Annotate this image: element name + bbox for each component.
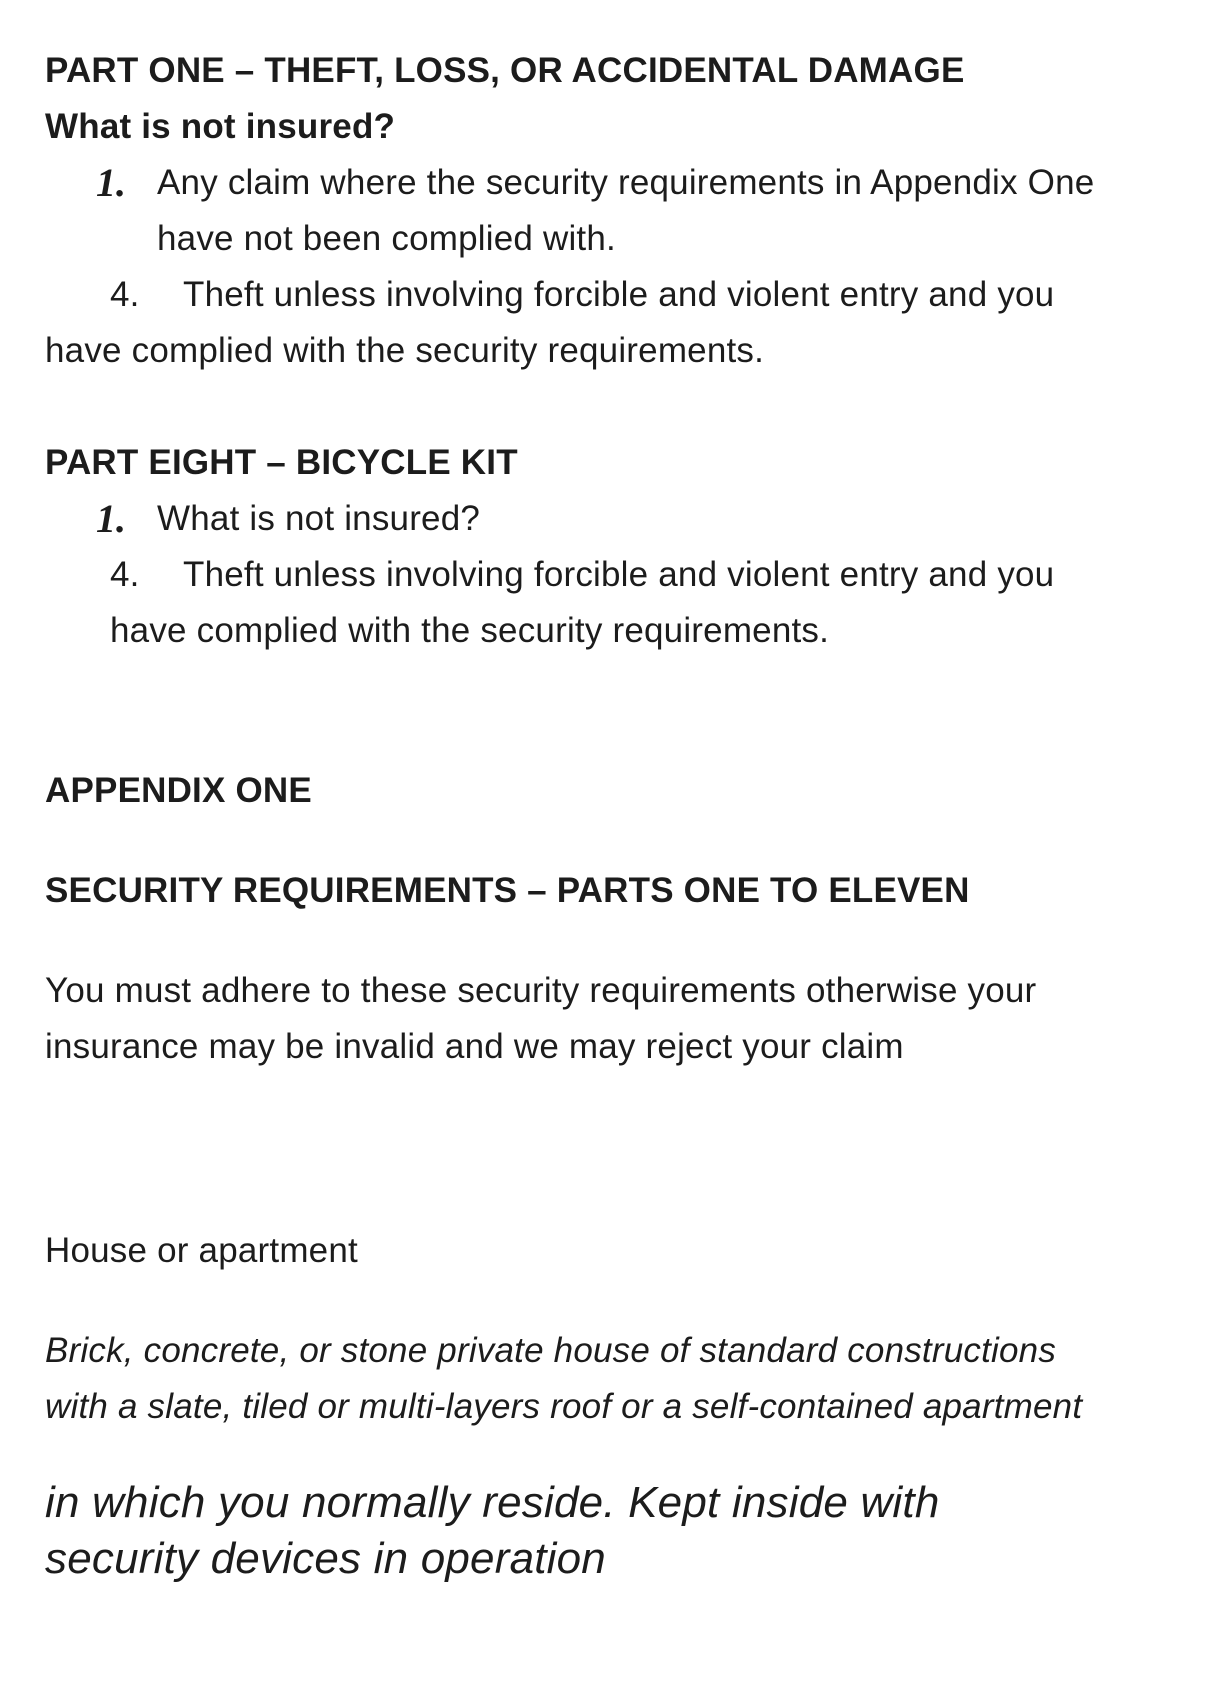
appendix-heading: APPENDIX ONE bbox=[45, 771, 312, 810]
part-eight-item1-text: What is not insured? bbox=[157, 499, 481, 538]
part-eight-item4-line1: Theft unless involving forcible and violent entry and you bbox=[183, 555, 1055, 594]
appendix-desc-line3: in which you normally reside. Kept inside with bbox=[45, 1478, 940, 1527]
part-one-item4-line1: Theft unless involving forcible and violent entry and you bbox=[183, 275, 1055, 314]
part-eight-item4-number: 4. bbox=[110, 555, 140, 594]
part-eight-item1-number: 1. bbox=[96, 496, 126, 541]
part-one-item1-number: 1. bbox=[96, 160, 126, 205]
appendix-intro-line1: You must adhere to these security requirements otherwise your bbox=[45, 971, 1037, 1010]
part-one-item1-line2: have not been complied with. bbox=[157, 219, 616, 258]
appendix-category: House or apartment bbox=[45, 1231, 358, 1270]
part-one-heading: PART ONE – THEFT, LOSS, OR ACCIDENTAL DAMAGE bbox=[45, 51, 965, 90]
appendix-desc-line1: Brick, concrete, or stone private house of standard constructions bbox=[45, 1331, 1057, 1370]
part-one-item4-line2: have complied with the security requirements. bbox=[45, 331, 765, 370]
part-eight-item4-line2: have complied with the security requirements. bbox=[110, 611, 830, 650]
appendix-subheading: SECURITY REQUIREMENTS – PARTS ONE TO ELEVEN bbox=[45, 871, 970, 910]
appendix-intro-line2: insurance may be invalid and we may reject your claim bbox=[45, 1027, 904, 1066]
appendix-desc-line2: with a slate, tiled or multi-layers roof or a self-contained apartment bbox=[45, 1387, 1083, 1426]
part-one-item1-line1: Any claim where the security requirements in Appendix One bbox=[157, 163, 1095, 202]
part-eight-heading: PART EIGHT – BICYCLE KIT bbox=[45, 443, 518, 482]
part-one-subheading: What is not insured? bbox=[45, 107, 396, 146]
appendix-desc-line4: security devices in operation bbox=[45, 1534, 606, 1583]
part-one-item4-number: 4. bbox=[110, 275, 140, 314]
